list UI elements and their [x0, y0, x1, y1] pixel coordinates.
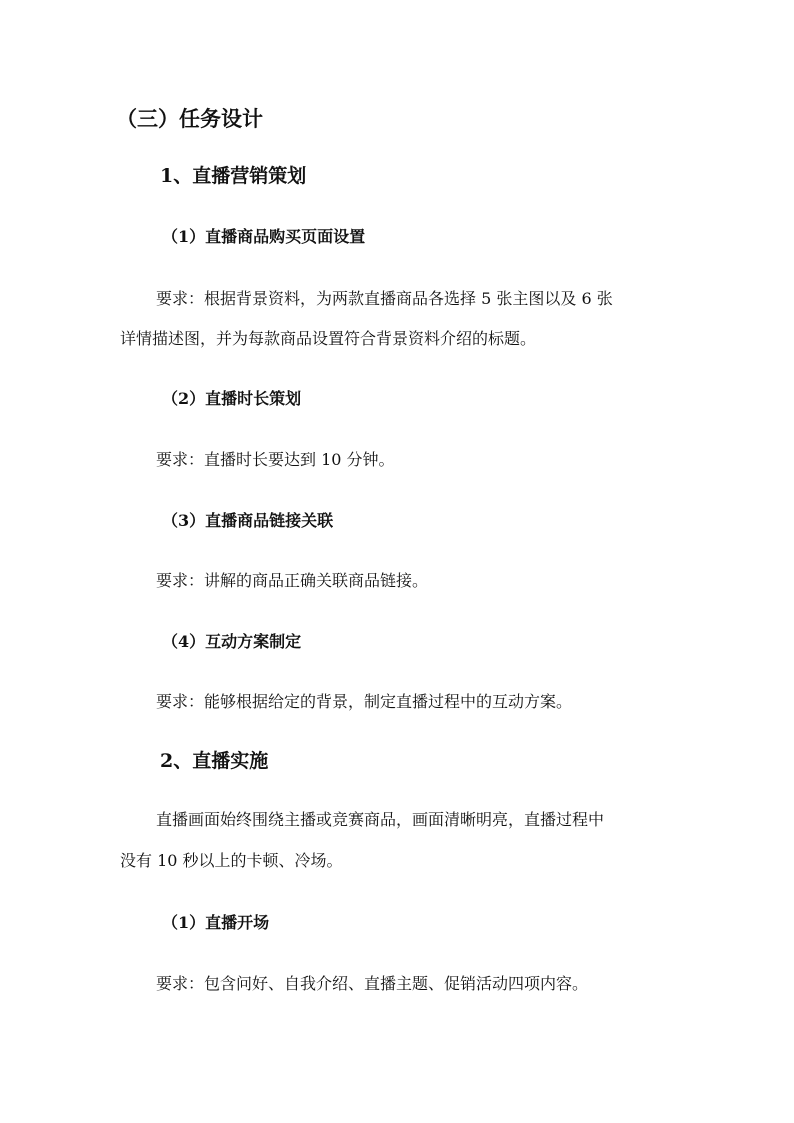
paragraph-line: 没有 10 秒以上的卡顿、冷场。 [120, 851, 343, 870]
paragraph-line: 要求：包含问好、自我介绍、直播主题、促销活动四项内容。 [156, 974, 589, 993]
paragraph-line: 要求：能够根据给定的背景，制定直播过程中的互动方案。 [156, 692, 573, 711]
subheading-product-link: （3）直播商品链接关联 [162, 511, 334, 530]
section-title: （三）任务设计 [116, 106, 263, 131]
subheading-product-page-setup: （1）直播商品购买页面设置 [162, 227, 366, 246]
subheading-live-opening: （1）直播开场 [162, 913, 270, 932]
paragraph-line: 详情描述图，并为每款商品设置符合背景资料介绍的标题。 [120, 329, 537, 348]
paragraph-line: 要求：直播时长要达到 10 分钟。 [156, 450, 395, 469]
subheading-interaction-plan: （4）互动方案制定 [162, 632, 302, 651]
heading-live-implementation: 2、直播实施 [160, 750, 269, 772]
paragraph-line: 要求：根据背景资料，为两款直播商品各选择 5 张主图以及 6 张 [156, 289, 613, 308]
paragraph-line: 直播画面始终围绕主播或竞赛商品，画面清晰明亮，直播过程中 [156, 810, 605, 829]
subheading-live-duration: （2）直播时长策划 [162, 389, 302, 408]
paragraph-line: 要求：讲解的商品正确关联商品链接。 [156, 571, 429, 590]
heading-live-marketing-plan: 1、直播营销策划 [160, 165, 307, 187]
